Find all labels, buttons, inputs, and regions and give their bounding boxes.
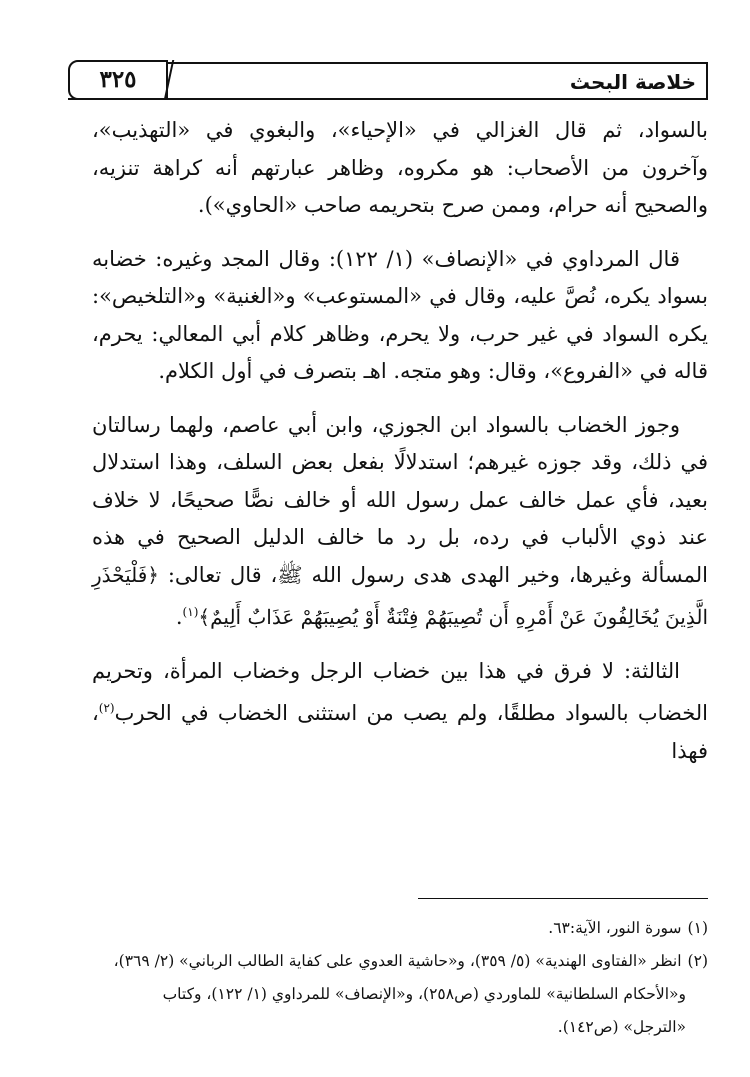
page-number: ٣٢٥ — [99, 66, 137, 93]
footnote-number: (١) — [687, 919, 708, 937]
footnote-ref-1: (١) — [182, 605, 199, 619]
footnote-ref-2: (٢) — [98, 701, 115, 715]
footnote-2-line-2: و«الأحكام السلطانية» للماوردي (ص٢٥٨)، و«الإنصاف» للمرداوي (١/ ١٢٢)، وكتاب — [162, 985, 686, 1003]
chapter-title: خلاصة البحث — [569, 70, 696, 94]
footnote-2-line-3: «الترجل» (ص١٤٢). — [557, 1018, 686, 1036]
page-number-frame — [68, 60, 168, 100]
quran-verse: ﴿فَلْيَحْذَرِ الَّذِينَ يُخَالِفُونَ عَنْ أَمْرِهِ أَن تُصِيبَهُمْ فِتْنَةٌ أَوْ يُصِيبَهُمْ عَذَابٌ أَلِيمٌ﴾ — [92, 562, 708, 629]
footnote-2 — [92, 945, 708, 978]
paragraph: بالسواد، ثم قال الغزالي في «الإحياء»، والبغوي في «التهذيب»، وآخرون من الأصحاب: هو مكروه، وظاهر عبارتهم أنه كراهة تنزيه، والصحيح أنه حرام، وممن صرح بتحريمه صاحب «الحاوي»). — [92, 118, 708, 217]
footnote-1 — [92, 912, 708, 945]
footnote-separator — [418, 898, 708, 899]
paragraph: قال المرداوي في «الإنصاف» (١/ ١٢٢): وقال المجد وغيره: خضابه بسواد يكره، نُصَّ عليه، وقال في «المستوعب» و«الغنية» و«التلخيص»: يكره السواد في غير حرب، ولا يحرم، وظاهر كلام أبي المعالي: يحرم، قاله في «الفروع»، وقال: وهو متجه. اهـ بتصرف في أول الكلام. — [92, 246, 708, 383]
paragraph: وجوز الخضاب بالسواد ابن الجوزي، وابن أبي عاصم، ولهما رسالتان في ذلك، وقد جوزه غيرهم؛ استدلالًا بفعل بعض السلف، وهذا استدلال بعيد، فأي عمل خالف عمل رسول الله أو خالف نصًّا صحيحًا، لا خلاف عند ذوي الألباب في رده، بل رد ما خالف الدليل الصحيح في هذه المسألة وغيرها، وخير الهدى هدى رسول الله ﷺ، قال تعالى: ﴿فَلْيَحْذَرِ الَّذِينَ يُخَالِفُونَ عَنْ أَمْرِهِ أَن تُصِيبَهُمْ فِتْنَةٌ أَوْ يُصِيبَهُمْ عَذَابٌ أَلِيمٌ﴾$^{(١)}$. — [92, 412, 708, 629]
footnote-number: (٢) — [687, 952, 708, 970]
paragraph-text: وجوز الخضاب بالسواد ابن الجوزي، وابن أبي عاصم، ولهما رسالتان في ذلك، وقد جوزه غيرهم؛ استدلالًا بفعل بعض السلف، وهذا استدلال بعيد، فأي عمل خالف عمل رسول الله أو خالف نصًّا صحيحًا، لا خلاف عند ذوي الألباب في رده، بل رد ما خالف الدليل الصحيح في هذه المسألة وغيرها، وخير الهدى هدى رسول الله ﷺ، قال تعالى: — [92, 412, 708, 587]
running-header — [68, 62, 708, 100]
footnote-text: انظر «الفتاوى الهندية» (٥/ ٣٥٩)، و«حاشية العدوي على كفاية الطالب الرباني» (٢/ ٣٦٩)، — [113, 952, 682, 970]
paragraph-text: الثالثة: لا فرق في هذا بين خضاب الرجل وخضاب المرأة، وتحريم الخضاب بالسواد مطلقًا، ولم يصب من استثنى الخضاب في الحرب — [92, 658, 708, 725]
footnotes — [92, 912, 708, 1044]
header-right-rule — [706, 62, 708, 100]
paragraph — [92, 653, 708, 771]
footnote-text: سورة النور، الآية:٦٣. — [548, 919, 682, 937]
main-text — [92, 112, 708, 786]
paragraph-text-end: ، فهذا — [92, 701, 708, 763]
